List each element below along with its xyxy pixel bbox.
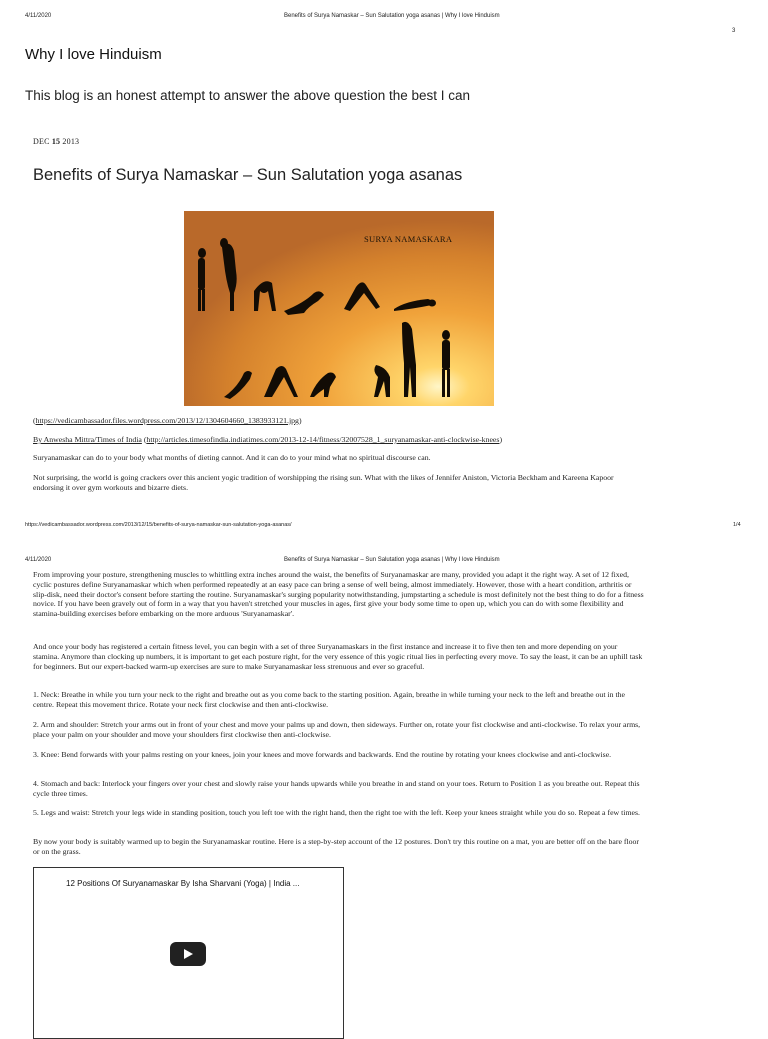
print-footer-url: https://vedicambassador.wordpress.com/2013/12/15/benefits-of-surya-namaskar-sun-salutation-yoga-asanas/ <box>25 522 292 528</box>
post-date-day: 15 <box>51 137 61 146</box>
post-date <box>33 137 79 146</box>
image-source-link[interactable]: https://vedicambassador.files.wordpress.com/2013/12/1304604660_1383933121.jpg <box>35 416 299 425</box>
post-date-month: DEC <box>33 137 50 146</box>
post-title: Benefits of Surya Namaskar – Sun Salutation yoga asanas <box>33 166 463 184</box>
paragraph-warmed-up: By now your body is suitably warmed up to begin the Suryanamaskar routine. Here is a step-by-step account of the 12 postures. Don't try this routine on a mat, you are better off on the bare floor or on the grass. <box>33 837 640 856</box>
byline-source-link[interactable]: http://articles.timesofindia.indiatimes.com/2013-12-14/fitness/32007528_1_suryanamaskar-anti-clockwise-knees <box>146 435 500 444</box>
step-neck: 1. Neck: Breathe in while you turn your neck to the right and breathe out as you come back to the starting position. Again, breathe in while turning your neck to the left and breathe out in the centre. Repeat this movement thrice. Rotate your neck first clockwise and then anti-clockwise. <box>33 690 625 709</box>
print-header-date-2: 4/11/2020 <box>25 557 52 563</box>
site-tagline: This blog is an honest attempt to answer the above question the best I can <box>25 88 471 103</box>
surya-namaskar-image[interactable] <box>184 211 494 406</box>
print-page-number: 3 <box>732 28 736 34</box>
step-stomach-back: 4. Stomach and back: Interlock your fingers over your chest and slowly raise your hands upwards while you breathe in and stand on your toes. Return to Position 1 as you breathe out. Repeat this cycle three times. <box>33 779 640 798</box>
step-legs-waist: 5. Legs and waist: Stretch your legs wide in standing position, touch you left toe with the right hand, then the right toe with the left. Keep your knees straight while you do so. Repeat a few times. <box>33 808 640 817</box>
image-caption-label: SURYA NAMASKARA <box>364 234 453 244</box>
post-paragraph-1: Not surprising, the world is going crackers over this ancient yogic tradition of worshipping the rising sun. What with the likes of Jennifer Aniston, Victoria Beckham and Kareena Kapoor endorsing it over gym workouts and bizarre diets. <box>33 473 614 492</box>
play-button-icon[interactable] <box>170 942 206 966</box>
paragraph-improving-posture: From improving your posture, strengthening muscles to whittling extra inches around the waist, the benefits of Suryanamaskar are many, provided you adapt it the right way. A set of 12 fixed, cyclic postures define Suryanamaskar which when performed repeatedly at an easy pace can bring a sense of well being, almost immediately. However, those with a heart condition, arthritis or slip-disk, need their doctor's consent before starting the routine. Suryanamaskar's surging popularity notwithstanding, jumpstarting a schedule is most definitely not the best thing to do for a fitness novice. If you have been gravely out of form in a way that you haven't stretched your muscles in ages, first give your body some time to open up, which you can do with some flexibility and stamina-building exercises before embarking on the more arduous 'Suryanamaskar'. <box>33 570 644 619</box>
print-header-title: Benefits of Surya Namaskar – Sun Salutation yoga asanas | Why I love Hinduism <box>284 13 500 19</box>
paragraph-fitness-level: And once your body has registered a certain fitness level, you can begin with a set of three Suryanamaskars in the first instance and increase it to five then ten and more depending on your stamina. Anymore than clocking up numbers, it is important to get each posture right, for the very essence of this yogic ritual lies in perfecting every move. To say the least, it can be an uphill task for beginners. But our expert-backed warm-up exercises are sure to make Suryanamaskar less strenuous and ever so graceful. <box>33 642 643 671</box>
post-intro: Suryanamaskar can do to your body what months of dieting cannot. And it can do to your mind what no spiritual discourse can. <box>33 453 431 462</box>
byline: By Anwesha Mittra/Times of India (http://articles.timesofindia.indiatimes.com/2013-12-14/fitness/32007528_1_suryanamaskar-anti-clockwise-knees) <box>33 435 503 444</box>
post-date-year: 2013 <box>62 137 80 146</box>
step-arm-shoulder: 2. Arm and shoulder: Stretch your arms out in front of your chest and move your palms up and down, then sideways. Further on, rotate your fist clockwise and anti-clockwise. To relax your arms, place your palm on your shoulder and move your shoulders first clockwise then anti-clockwise. <box>33 720 641 739</box>
image-link-line: (https://vedicambassador.files.wordpress.com/2013/12/1304604660_1383933121.jpg) <box>33 416 302 425</box>
step-knee: 3. Knee: Bend forwards with your palms resting on your knees, join your knees and move forwards and backwards. End the routine by rotating your knees clockwise and anti-clockwise. <box>33 750 612 759</box>
print-footer-page: 1/4 <box>733 522 741 528</box>
video-embed[interactable] <box>33 867 344 1039</box>
byline-text: By Anwesha Mittra/Times of India <box>33 435 142 444</box>
print-header-date: 4/11/2020 <box>25 13 52 19</box>
print-header-title-2: Benefits of Surya Namaskar – Sun Salutation yoga asanas | Why I love Hinduism <box>284 557 500 563</box>
video-title[interactable]: 12 Positions Of Suryanamaskar By Isha Sharvani (Yoga) | India ... <box>66 879 300 888</box>
site-title[interactable]: Why I love Hinduism <box>25 46 162 63</box>
